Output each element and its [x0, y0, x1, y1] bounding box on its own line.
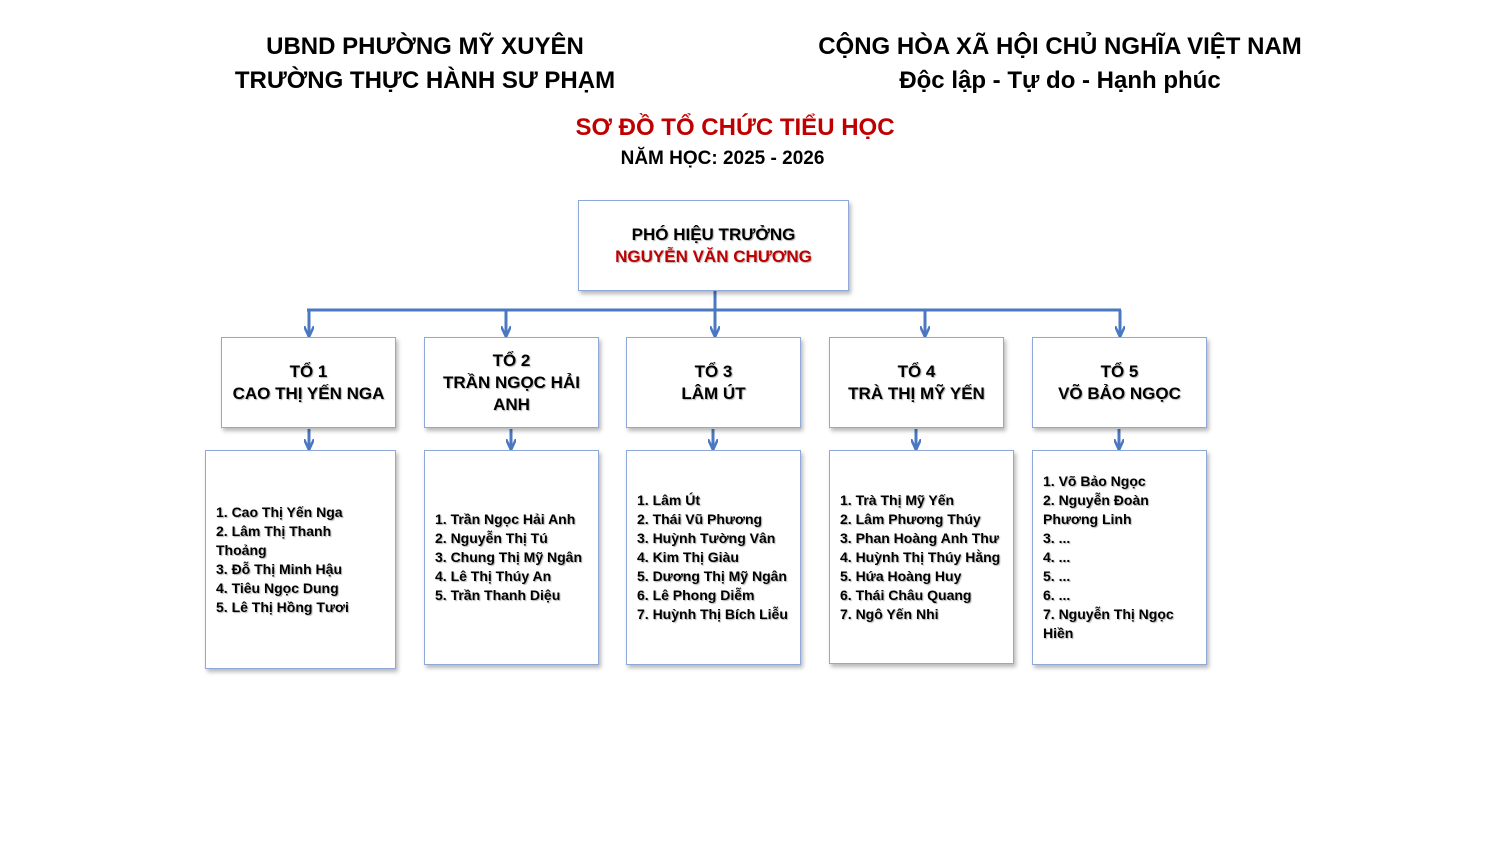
- group-box-2: [424, 337, 599, 428]
- header-left-line2: TRƯỜNG THỰC HÀNH SƯ PHẠM: [234, 67, 616, 94]
- leader-role: PHÓ HIỆU TRƯỞNG: [631, 224, 796, 244]
- member-item: 7. Ngô Yến Nhi: [840, 605, 939, 622]
- member-item: 5. Hứa Hoàng Huy: [840, 567, 962, 584]
- members-box-3: [626, 450, 801, 665]
- member-item: 3. Phan Hoàng Anh Thư: [840, 529, 999, 546]
- member-list-4: [840, 491, 1003, 624]
- member-item: 5. Dương Thị Mỹ Ngân: [637, 568, 787, 584]
- group-box-3: [626, 337, 801, 428]
- chart-subtitle: NĂM HỌC: 2025 - 2026: [620, 148, 825, 169]
- group-box-4: [829, 337, 1004, 428]
- member-item: 3. ...: [1043, 530, 1071, 546]
- members-box-1: [205, 450, 396, 669]
- member-item: 2. Lâm Thị Thanh Thoảng: [216, 522, 332, 558]
- group-box-5: [1032, 337, 1207, 428]
- member-item: 2. Thái Vũ Phương: [637, 511, 763, 527]
- group-5-title: TỔ 5: [1100, 361, 1139, 381]
- group-2-title: TỔ 2: [492, 350, 531, 370]
- member-item: 5. Lê Thị Hồng Tươi: [216, 598, 349, 615]
- member-item: 1. Võ Bảo Ngọc: [1043, 473, 1146, 489]
- group-5-leader: VÕ BẢO NGỌC: [1058, 383, 1181, 403]
- member-item: 1. Cao Thị Yến Nga: [216, 503, 343, 520]
- member-item: 7. Nguyễn Thị Ngọc Hiền: [1043, 606, 1174, 641]
- member-item: 6. Lê Phong Diễm: [637, 587, 755, 603]
- member-list-5: [1043, 472, 1196, 643]
- member-item: 4. ...: [1043, 549, 1071, 565]
- chart-title: SƠ ĐỒ TỔ CHỨC TIỂU HỌC: [575, 114, 895, 141]
- group-2-leader: TRẦN NGỌC HẢI ANH: [443, 372, 580, 414]
- member-item: 5. Trần Thanh Diệu: [435, 587, 561, 603]
- member-list-2: [435, 510, 588, 605]
- member-item: 4. Lê Thị Thúy An: [435, 568, 552, 584]
- members-box-2: [424, 450, 599, 665]
- member-item: 3. Đỗ Thị Minh Hậu: [216, 560, 342, 577]
- group-3-title: TỔ 3: [694, 361, 733, 381]
- member-list-3: [637, 491, 790, 624]
- member-item: 6. Thái Châu Quang: [840, 586, 972, 603]
- header-right-line2: Độc lập - Tự do - Hạnh phúc: [899, 67, 1221, 94]
- leader-name: NGUYỄN VĂN CHƯƠNG: [615, 246, 812, 266]
- member-item: 7. Huỳnh Thị Bích Liễu: [637, 606, 788, 622]
- member-item: 2. Nguyễn Thị Tú: [435, 530, 548, 546]
- member-item: 6. ...: [1043, 587, 1071, 603]
- member-item: 5. ...: [1043, 568, 1071, 584]
- group-box-1: [221, 337, 396, 428]
- member-item: 4. Huỳnh Thị Thúy Hằng: [840, 548, 1001, 565]
- members-box-4: [829, 450, 1014, 664]
- member-item: 1. Trà Thị Mỹ Yến: [840, 491, 955, 508]
- member-item: 4. Tiêu Ngọc Dung: [216, 579, 339, 596]
- header-right-line1: CỘNG HÒA XÃ HỘI CHỦ NGHĨA VIỆT NAM: [818, 33, 1302, 60]
- member-list-1: [216, 503, 385, 617]
- member-item: 4. Kim Thị Giàu: [637, 549, 739, 565]
- member-item: 1. Trần Ngọc Hải Anh: [435, 511, 576, 527]
- leader-box: [578, 200, 849, 291]
- member-item: 2. Lâm Phương Thúy: [840, 510, 981, 527]
- member-item: 2. Nguyễn Đoàn Phương Linh: [1043, 492, 1149, 527]
- header-left-line1: UBND PHƯỜNG MỸ XUYÊN: [266, 33, 584, 60]
- group-4-title: TỔ 4: [897, 361, 936, 381]
- member-item: 1. Lâm Út: [637, 492, 701, 508]
- group-1-leader: CAO THỊ YẾN NGA: [232, 383, 385, 403]
- member-item: 3. Huỳnh Tường Vân: [637, 530, 776, 546]
- group-4-leader: TRÀ THỊ MỸ YẾN: [848, 383, 985, 403]
- group-3-leader: LÂM ÚT: [681, 383, 746, 403]
- members-box-5: [1032, 450, 1207, 665]
- member-item: 3. Chung Thị Mỹ Ngân: [435, 549, 582, 565]
- group-1-title: TỔ 1: [289, 361, 328, 381]
